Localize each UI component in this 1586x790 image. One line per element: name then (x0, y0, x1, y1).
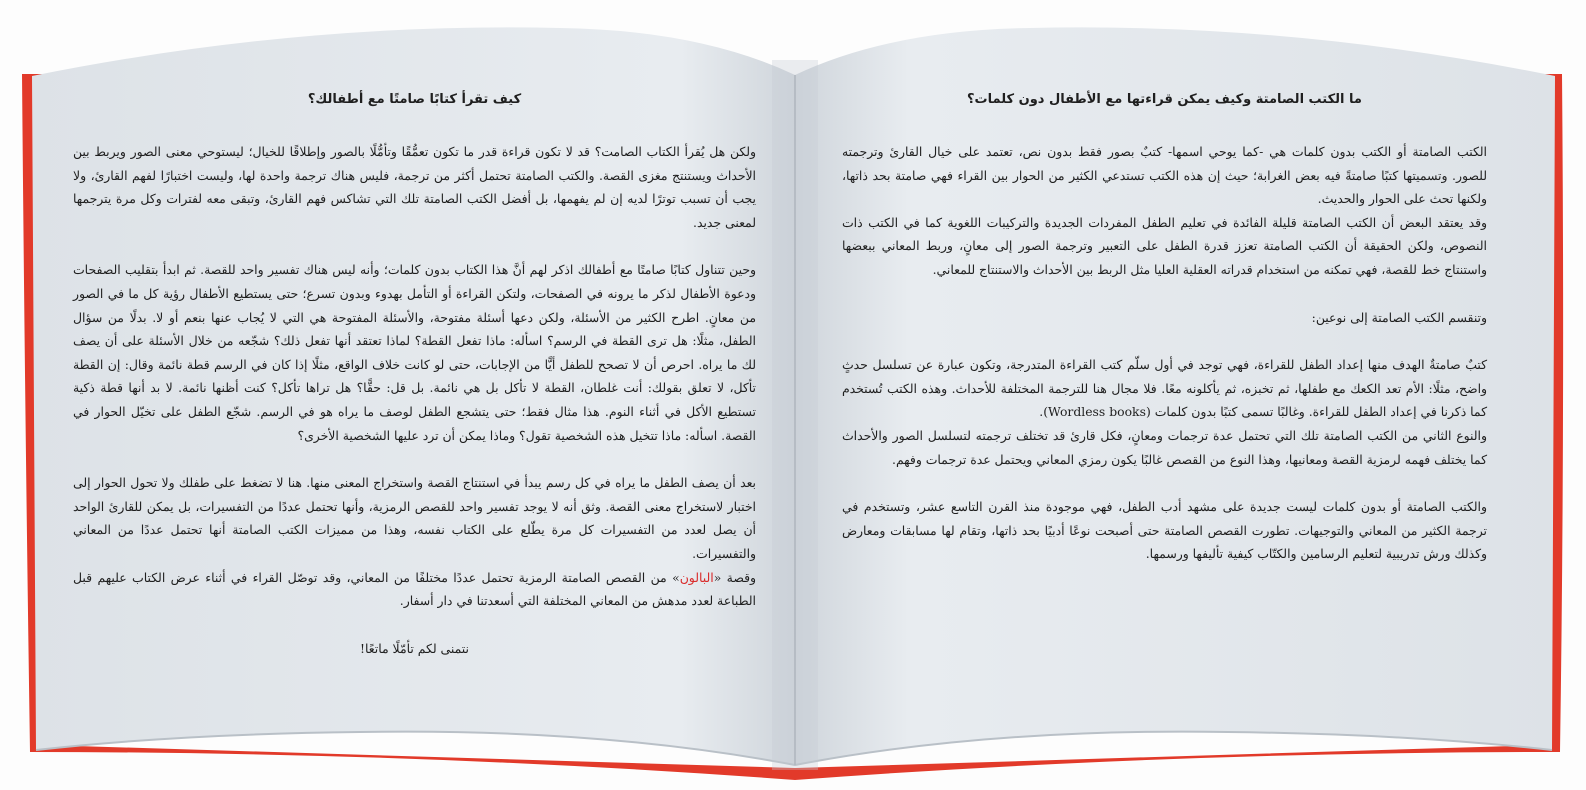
left-page-content (73, 92, 756, 660)
right-page-content (842, 92, 1487, 566)
right-page-title: ما الكتب الصامتة وكيف يمكن قراءتها مع الأطفال دون كلمات؟ (967, 92, 1362, 107)
left-page-title: كيف تقرأ كتابًا صامتًا مع أطفالك؟ (307, 92, 522, 107)
paragraph-balloon (73, 566, 756, 613)
paragraph: وحين تتناول كتابًا صامتًا مع أطفالك اذكر لهم أنَّ هذا الكتاب بدون كلمات؛ وأنه ليس هناك تفسير واحد للقصة. ثم ابدأ بتقليب الصفحات ودعوة الأطفال لذكر ما يرونه في الصفحات، ولتكن القراءة أو التأمل بهدوء وبدون تسرع؛ حتى يستطيع الأطفال رؤية كل ما في الصور من معانٍ. اطرح الكثير من الأسئلة، ولكن دعها أسئلة مفتوحة، والأسئلة المفتوحة هي التي لا يُجاب عنها بنعم أو لا. بدلًا من سؤال الطفل، مثلًا: هل ترى القطة في الرسم؟ اسأله: ماذا تفعل القطة؟ لماذا تعتقد أنها تفعل ذلك؟ شجّعه من خلال الأسئلة على أن يصف لك ما يراه. احرص أن لا تصحح للطفل أيًّا من الإجابات، حتى لو كانت خلاف الواقع، مثلًا إذا كان في الرسم قطة نائمة وقال: إن القطة تأكل، لا تعلق بقولك: أنت غلطان، القطة لا تأكل بل هي نائمة. بل قل: حقًّا؟ هل تراها تأكل؟ كنت أظنها نائمة. لا بد أنها قطة ذكية تستطيع الأكل في أثناء النوم. هذا مثال فقط؛ حتى يتشجع الطفل لوصف ما يراه هو في الرسم. شجّع الطفل على تخيّل الحوار في القصة. اسأله: ماذا تتخيل هذه الشخصية تقول؟ وماذا يمكن أن ترد عليها الشخصية الأخرى؟ (73, 262, 756, 443)
paragraph: ولكن هل يُقرأ الكتاب الصامت؟ قد لا تكون قراءة قدر ما تكون تعمُّقًا وتأمُّلًا بالصور وإطلاقًا للخيال؛ ليستوحي معنى الصور ويربط بين الأحداث ويستنتج مغزى القصة. والكتب الصامتة تحتمل أكثر من ترجمة، فليس هناك ترجمة واحدة لها، وليست اختبارًا لفهم القارئ، ولا يجب أن تسبب توترًا لديه إن لم يفهمها، بل أفضل الكتب الصامتة تلك التي تشاكس فهم القارئ، وتبقى معه لفترات وكل مرة يترجمها لمعنى جديد. (73, 144, 756, 230)
paragraph: كتبٌ صامتةٌ الهدف منها إعداد الطفل للقراءة، فهي توجد في أول سلّم كتب القراءة المتدرجة، وتكون عبارة عن تسلسل حدثٍ واضح، مثلًا: الأم تعد الكعك مع طفلها، ثم تخبزه، ثم يأكلونه معًا. فلا مجال هنا للترجمة المختلفة للأحداث. وهذه الكتب تُستخدم كما ذكرنا في إعداد الطفل للقراءة. وغالبًا تسمى كتبًا بدون كلمات (Wordless books). (842, 357, 1487, 420)
paragraph: والكتب الصامتة أو بدون كلمات ليست جديدة على مشهد أدب الطفل، فهي موجودة منذ القرن التاسع عشر، وتستخدم في ترجمة الكثير من المعاني والتوجيهات. تطورت القصص الصامتة حتى أصبحت نوعًا أدبيًا بحد ذاتها، وتقام لها مسابقات ومعارض وكذلك ورش تدريبية لتعليم الرسامين والكتّاب كيفية تأليفها ورسمها. (842, 499, 1487, 562)
paragraph: بعد أن يصف الطفل ما يراه في كل رسم يبدأ في استنتاج القصة واستخراج المعنى منها. هنا لا تضغط على طفلك ولا تحول الحوار إلى اختبار لاستخراج معنى القصة. وثق أنه لا يوجد تفسير واحد للقصص الرمزية، وأنها تحتمل عددًا من التفسيرات، بل يمكن للقارئ الواحد أن يصل لعدد من التفسيرات كل مرة يطّلع على الكتاب نفسه، وهذا من مميزات الكتب الصامتة أنها تحتمل عددًا من المعاني والتفسيرات. (73, 475, 757, 561)
closing-line: نتمنى لكم تأمّلًا ماتعًا! (360, 640, 469, 656)
paragraph: والنوع الثاني من الكتب الصامتة تلك التي تحتمل عدة ترجمات ومعانٍ، فكل قارئ قد تختلف ترجمته لتسلسل الصور والأحداث كما يختلف فهمه لرمزية القصة ومعانيها، وهذا النوع من القصص غالبًا يكون رمزي المعاني ويحتمل عدة ترجمات وفهم. (842, 427, 1487, 467)
paragraph: وتنقسم الكتب الصامتة إلى نوعين: (1311, 309, 1487, 325)
paragraph: الكتب الصامتة أو الكتب بدون كلمات هي -كما يوحي اسمها- كتبٌ بصور فقط بدون نص، تعتمد على خيال القارئ وترجمته للصور. وتسميتها كتبًا صامتةً فيه بعض الغرابة؛ حيث إن هذه الكتب تستدعي الكثير من الحوار بين القراء فهي صامتة بحد ذاتها، ولكنها تحث على الحوار والحديث. (842, 144, 1487, 207)
text-segment: وقصة « (713, 569, 756, 585)
story-title-highlight: البالون (679, 569, 714, 585)
paragraph: وقد يعتقد البعض أن الكتب الصامتة قليلة الفائدة في تعليم الطفل المفردات الجديدة والتركيبات اللغوية كما في الكتب ذات النصوص، ولكن الحقيقة أن الكتب الصامتة تعزز قدرة الطفل على التعبير وترجمة الصور إلى معانٍ، وربط المعاني ببعضها واستنتاج خط للقصة، فهي تمكنه من استخدام قدراته العقلية العليا مثل الربط بين الأحداث والاستنتاج للمعاني. (842, 214, 1487, 277)
text-segment: » من القصص الصامتة الرمزية تحتمل عددًا مختلفًا من المعاني، وقد توصّل القراء في أثناء عرض الكتاب عليهم قبل الطباعة لعدد مدهش من المعاني المختلفة التي أسعدتنا في دار أسفار. (73, 569, 756, 609)
